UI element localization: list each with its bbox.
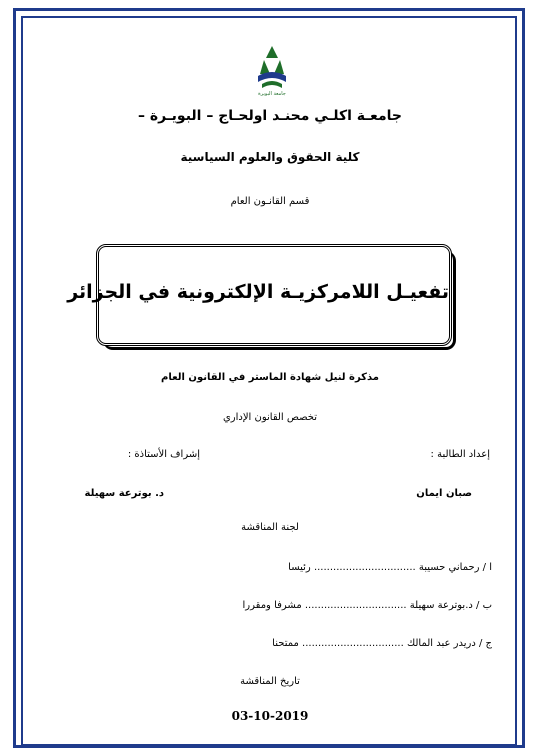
committee-row [44,638,492,649]
thesis-title: تفعيـل اللامركزيـة الإلكترونية في الجزائر [67,281,449,303]
department-name: قسم القانـون العام [230,196,310,207]
committee-role: رئيسا [288,562,311,573]
committee-role: مشرفا ومقررا [242,600,302,611]
specialty-line: تخصص القانون الإداري [222,412,318,423]
degree-line: مذكرة لنيل شهادة الماستر في القانون العام [161,372,379,383]
title-frame [67,244,452,346]
supervisor-name: د. بوترعة سهيلة [84,488,164,499]
committee-row [44,600,492,611]
committee-row [44,562,492,573]
university-name: جامعـة اكلـي محنـد اولحـاج – البويـرة – [138,108,402,124]
university-logo-icon [252,44,292,94]
student-name: صبان ايمان [416,488,472,499]
defense-date: 03-10-2019 [231,709,309,723]
dot-leader: ................................ [313,562,416,573]
dot-leader: ................................ [302,638,404,649]
faculty-name: كلية الحقوق والعلوم السياسية [180,150,360,164]
defense-date-label: تاريخ المناقشة [240,676,300,687]
committee-heading: لجنة المناقشة [241,522,299,533]
supervisor-label: إشراف الأستاذة : [127,449,200,460]
committee-member: ا / رحماني حسيبة [418,562,492,573]
committee-role: ممتحنا [272,638,299,649]
prepared-by-label: إعداد الطالبة : [430,449,490,460]
committee-member: ج / دريدر عبد المالك [406,638,492,649]
committee-member: ب / د.بوترعة سهيلة [409,600,492,611]
dot-leader: ................................ [304,600,407,611]
logo-caption: جامعة البويرة [258,91,286,97]
